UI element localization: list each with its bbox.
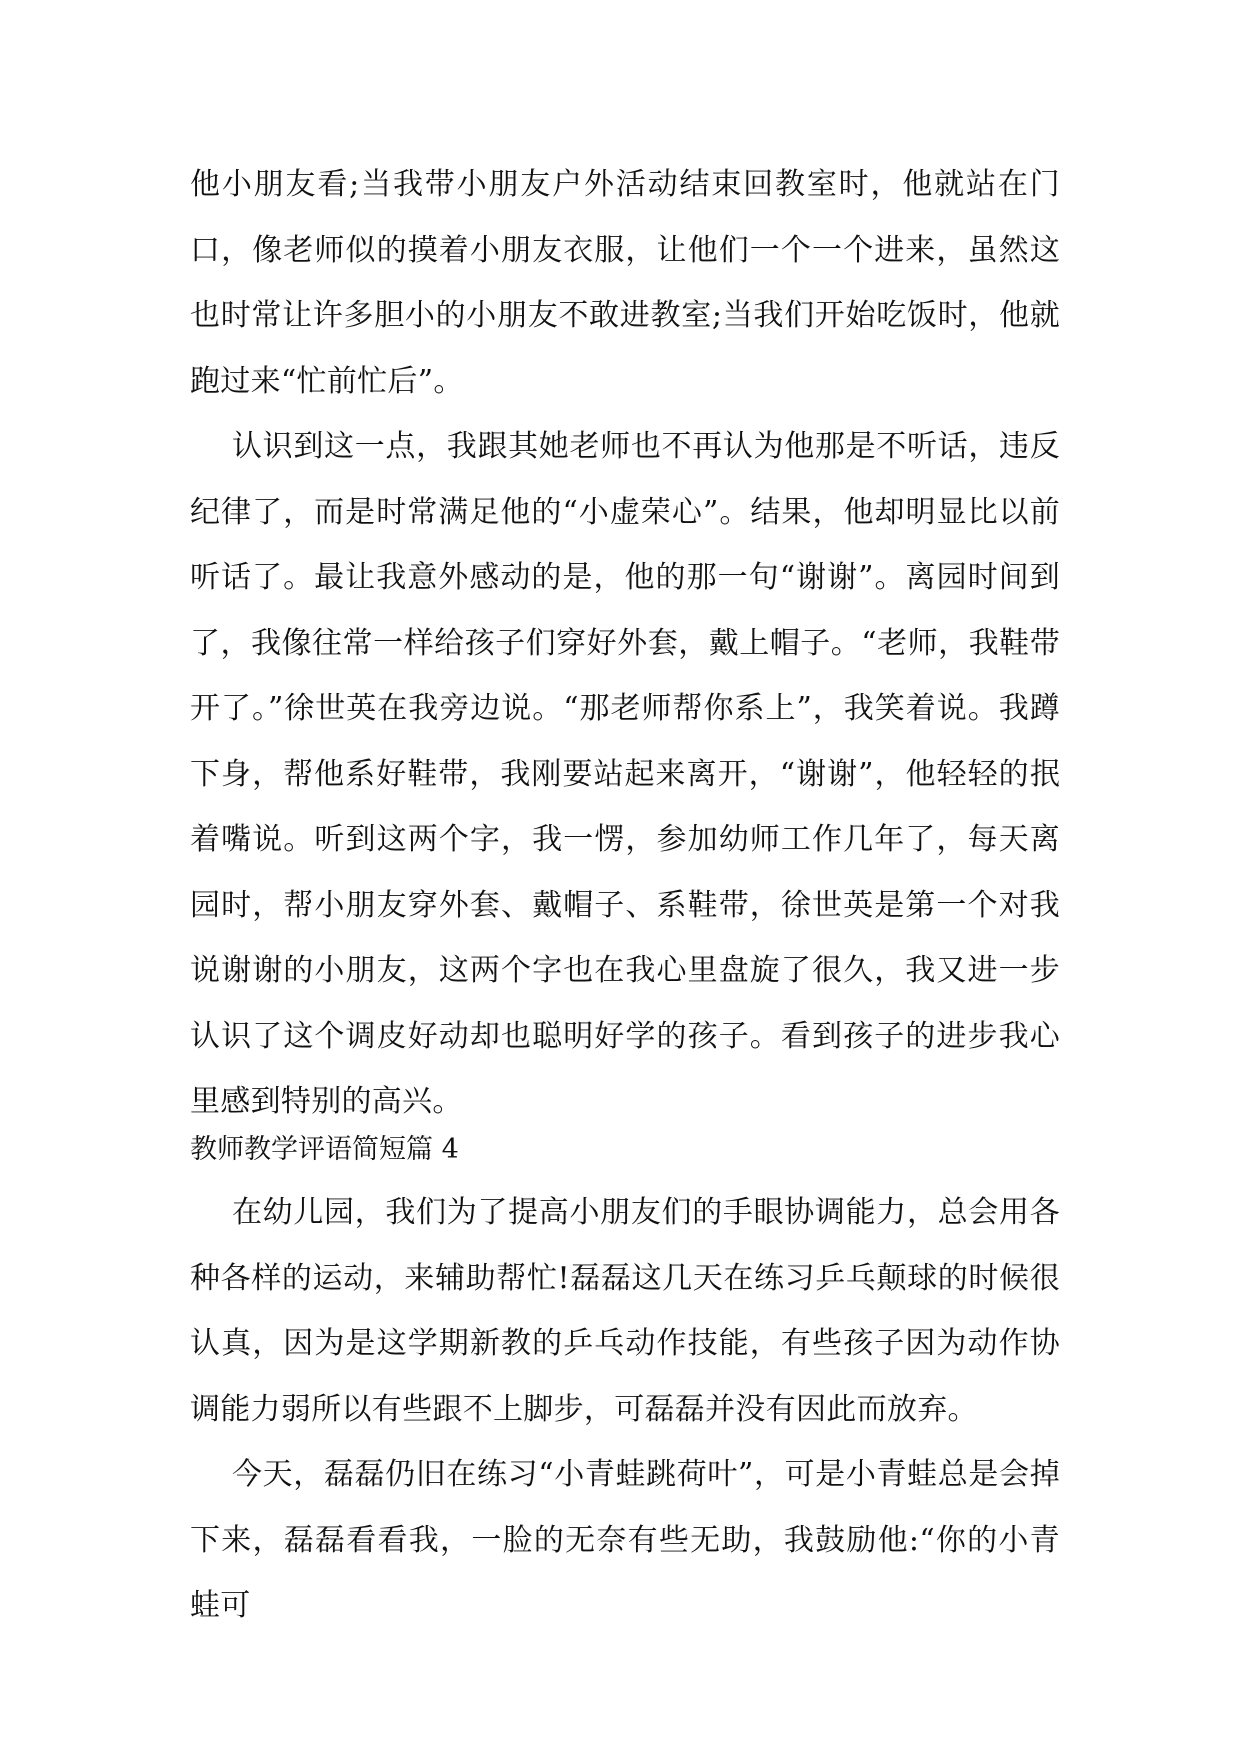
section-paragraph: 在幼儿园，我们为了提高小朋友们的手眼协调能力，总会用各种各样的运动，来辅助帮忙!磊磊这几天在练习乒乓颠球的时候很认真，因为是这学期新教的乒乓动作技能，有些孩子因为动作协调能力弱所以有些跟不上脚步，可磊磊并没有因此而放弃。: [190, 1195, 1060, 1427]
section-heading: 教师教学评语简短篇 4: [190, 1134, 459, 1165]
section-paragraph: 今天，磊磊仍旧在练习“小青蛙跳荷叶”，可是小青蛙总是会掉下来，磊磊看看我，一脸的无奈有些无助，我鼓励他:“你的小青蛙可: [190, 1457, 1060, 1623]
paragraph-body: 认识到这一点，我跟其她老师也不再认为他那是不听话，违反纪律了，而是时常满足他的“小虚荣心”。结果，他却明显比以前听话了。最让我意外感动的是，他的那一句“谢谢”。离园时间到了，我像往常一样给孩子们穿好外套，戴上帽子。“老师，我鞋带开了。”徐世英在我旁边说。“那老师帮你系上”，我笑着说。我蹲下身，帮他系好鞋带，我刚要站起来离开，“谢谢”，他轻轻的抿着嘴说。听到这两个字，我一愣，参加幼师工作几年了，每天离园时，帮小朋友穿外套、戴帽子、系鞋带，徐世英是第一个对我说谢谢的小朋友，这两个字也在我心里盘旋了很久，我又进一步认识了这个调皮好动却也聪明好学的孩子。看到孩子的进步我心里感到特别的高兴。: [190, 429, 1060, 1119]
paragraph-continuation: 他小朋友看;当我带小朋友户外活动结束回教室时，他就站在门口，像老师似的摸着小朋友衣服，让他们一个一个进来，虽然这也时常让许多胆小的小朋友不敢进教室;当我们开始吃饭时，他就跑过来“忙前忙后”。: [190, 167, 1060, 399]
